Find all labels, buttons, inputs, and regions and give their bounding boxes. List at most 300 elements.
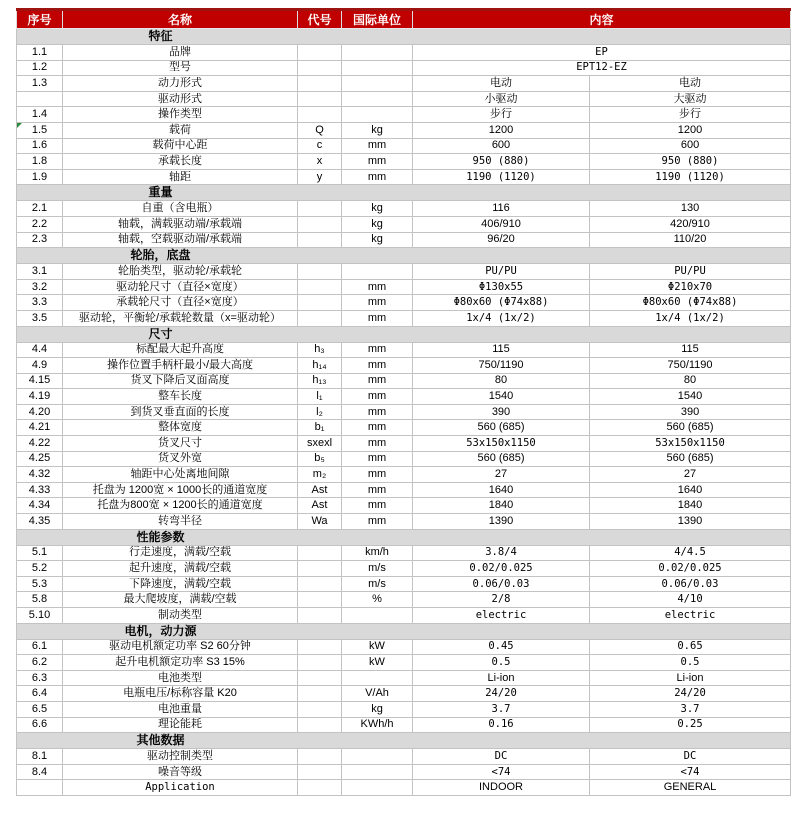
table-row [17, 91, 791, 107]
row-value-1: Φ80x60 (Φ74x88) [413, 295, 590, 311]
row-code [298, 764, 342, 780]
row-code [298, 561, 342, 577]
section-row [17, 529, 791, 545]
row-unit [342, 91, 413, 107]
row-value-1: 600 [413, 138, 590, 154]
row-name: 电瓶电压/标称容量 K20 [63, 686, 298, 702]
row-name: 型号 [63, 60, 298, 76]
row-no: 2.2 [17, 216, 63, 232]
row-value-2: 大驱动 [590, 91, 791, 107]
row-no: 5.10 [17, 608, 63, 624]
row-name: 承载长度 [63, 154, 298, 170]
row-value-2: Φ80x60 (Φ74x88) [590, 295, 791, 311]
row-value-1: 1190 (1120) [413, 169, 590, 185]
row-value-2: 950 (880) [590, 154, 791, 170]
row-unit: mm [342, 514, 413, 530]
row-no: 4.34 [17, 498, 63, 514]
row-no: 1.1 [17, 45, 63, 61]
row-value-2: 3.7 [590, 701, 791, 717]
row-unit: mm [342, 436, 413, 452]
row-no: 4.15 [17, 373, 63, 389]
table-row [17, 122, 791, 138]
row-no: 1.8 [17, 154, 63, 170]
row-unit: mm [342, 169, 413, 185]
row-no: 3.5 [17, 310, 63, 326]
table-row [17, 467, 791, 483]
row-code: Ast [298, 482, 342, 498]
row-unit: kg [342, 232, 413, 248]
table-row [17, 279, 791, 295]
table-row [17, 60, 791, 76]
row-value-1: 1200 [413, 122, 590, 138]
section-title: 其他数据 [136, 733, 185, 748]
row-code [298, 91, 342, 107]
row-name: 托盘为 1200宽 × 1000长的通道宽度 [63, 482, 298, 498]
table-row [17, 76, 791, 92]
row-no: 8.1 [17, 749, 63, 765]
row-unit [342, 76, 413, 92]
row-value-1: 116 [413, 201, 590, 217]
row-unit: mm [342, 482, 413, 498]
row-name: 轮胎类型，驱动轮/承载轮 [63, 264, 298, 280]
row-value-2: 0.25 [590, 717, 791, 733]
row-unit: V/Ah [342, 686, 413, 702]
row-value-2: 步行 [590, 107, 791, 123]
row-value-1: DC [413, 749, 590, 765]
row-value-1: 0.45 [413, 639, 590, 655]
table-row [17, 482, 791, 498]
row-value-2: Φ210x70 [590, 279, 791, 295]
row-no: 6.4 [17, 686, 63, 702]
row-unit: % [342, 592, 413, 608]
row-value-1: 1840 [413, 498, 590, 514]
row-no: 4.35 [17, 514, 63, 530]
section-title: 性能参数 [136, 529, 185, 544]
row-unit: mm [342, 404, 413, 420]
row-name: 轴距 [63, 169, 298, 185]
row-unit: mm [342, 498, 413, 514]
row-value-1: 步行 [413, 107, 590, 123]
row-name: 电池重量 [63, 701, 298, 717]
row-no: 3.2 [17, 279, 63, 295]
table-row [17, 342, 791, 358]
row-value-1: electric [413, 608, 590, 624]
table-row [17, 780, 791, 796]
row-value-1: 1x/4 (1x/2) [413, 310, 590, 326]
row-code: l₁ [298, 389, 342, 405]
row-value-1: 27 [413, 467, 590, 483]
row-code [298, 76, 342, 92]
table-row [17, 576, 791, 592]
section-title: 电机，动力源 [124, 623, 197, 638]
row-code [298, 295, 342, 311]
row-unit: kg [342, 701, 413, 717]
row-code [298, 639, 342, 655]
row-unit [342, 670, 413, 686]
row-name: 驱动控制类型 [63, 749, 298, 765]
row-code [298, 216, 342, 232]
section-cell [17, 326, 791, 342]
row-value-1: 560 (685) [413, 451, 590, 467]
row-unit: mm [342, 295, 413, 311]
row-code [298, 780, 342, 796]
table-row [17, 749, 791, 765]
table-row [17, 404, 791, 420]
row-unit: mm [342, 138, 413, 154]
row-value-2: <74 [590, 764, 791, 780]
row-no: 5.1 [17, 545, 63, 561]
row-no: 3.1 [17, 264, 63, 280]
row-no: 4.20 [17, 404, 63, 420]
row-value-2: 1840 [590, 498, 791, 514]
row-no: 5.2 [17, 561, 63, 577]
row-no: 1.6 [17, 138, 63, 154]
row-value-2: 1200 [590, 122, 791, 138]
table-row [17, 216, 791, 232]
table-row [17, 358, 791, 374]
row-name: 起升电机额定功率 S3 15% [63, 655, 298, 671]
row-unit: mm [342, 467, 413, 483]
table-row [17, 389, 791, 405]
row-value-2: 1190 (1120) [590, 169, 791, 185]
row-unit: mm [342, 279, 413, 295]
header-col-content: 内容 [413, 10, 791, 29]
row-value-2: 1x/4 (1x/2) [590, 310, 791, 326]
row-name: 自重（含电瓶） [63, 201, 298, 217]
table-row [17, 420, 791, 436]
section-cell [17, 185, 791, 201]
table-body [17, 29, 791, 796]
row-name: 承载轮尺寸（直径×宽度） [63, 295, 298, 311]
row-name: 整车长度 [63, 389, 298, 405]
row-no: 1.4 [17, 107, 63, 123]
row-value-2: 390 [590, 404, 791, 420]
row-unit: kg [342, 122, 413, 138]
row-value-2: 0.06/0.03 [590, 576, 791, 592]
row-name: 电池类型 [63, 670, 298, 686]
row-code: b₁ [298, 420, 342, 436]
row-code [298, 592, 342, 608]
row-unit: mm [342, 154, 413, 170]
header-row [17, 10, 791, 29]
table-row [17, 373, 791, 389]
table-row [17, 45, 791, 61]
row-unit [342, 780, 413, 796]
row-code [298, 232, 342, 248]
row-value-2: 0.5 [590, 655, 791, 671]
row-no: 4.22 [17, 436, 63, 452]
section-row [17, 623, 791, 639]
row-value-2: 0.02/0.025 [590, 561, 791, 577]
section-row [17, 326, 791, 342]
row-no: 8.4 [17, 764, 63, 780]
table-row [17, 561, 791, 577]
row-code [298, 670, 342, 686]
section-row [17, 248, 791, 264]
row-no: 4.33 [17, 482, 63, 498]
row-code: m₂ [298, 467, 342, 483]
row-value-1: 406/910 [413, 216, 590, 232]
row-value-1: 560 (685) [413, 420, 590, 436]
row-value-2: 420/910 [590, 216, 791, 232]
table-row [17, 655, 791, 671]
row-value-1: 53x150x1150 [413, 436, 590, 452]
row-value-2: 0.65 [590, 639, 791, 655]
section-title: 尺寸 [148, 326, 173, 341]
header-col-code: 代号 [298, 10, 342, 29]
table-row [17, 295, 791, 311]
row-value-2: 750/1190 [590, 358, 791, 374]
row-no: 4.19 [17, 389, 63, 405]
row-no [17, 780, 63, 796]
row-name: 动力形式 [63, 76, 298, 92]
row-unit [342, 107, 413, 123]
row-name: 品牌 [63, 45, 298, 61]
row-value-2: 4/4.5 [590, 545, 791, 561]
row-name: 操作位置手柄杆最小/最大高度 [63, 358, 298, 374]
row-no: 6.5 [17, 701, 63, 717]
row-name: 驱动轮尺寸（直径×宽度） [63, 279, 298, 295]
row-name: 下降速度，满载/空载 [63, 576, 298, 592]
section-cell [17, 29, 791, 45]
row-name: 货叉下降后叉面高度 [63, 373, 298, 389]
table-row [17, 764, 791, 780]
row-value-2: 4/10 [590, 592, 791, 608]
row-unit: mm [342, 420, 413, 436]
section-cell [17, 529, 791, 545]
row-value-1: 0.02/0.025 [413, 561, 590, 577]
section-row [17, 29, 791, 45]
row-value-2: 1540 [590, 389, 791, 405]
table-row [17, 670, 791, 686]
table-row [17, 545, 791, 561]
row-name: Application [63, 780, 298, 796]
row-name: 货叉尺寸 [63, 436, 298, 452]
row-code: h₁₄ [298, 358, 342, 374]
row-code [298, 655, 342, 671]
row-code [298, 576, 342, 592]
row-value-1: PU/PU [413, 264, 590, 280]
row-code [298, 45, 342, 61]
row-value-2: 80 [590, 373, 791, 389]
table-row [17, 717, 791, 733]
row-value-1: 电动 [413, 76, 590, 92]
row-no: 4.32 [17, 467, 63, 483]
row-code [298, 201, 342, 217]
row-name: 操作类型 [63, 107, 298, 123]
row-no: 6.6 [17, 717, 63, 733]
row-no: 6.1 [17, 639, 63, 655]
row-code [298, 264, 342, 280]
header-col-no: 序号 [17, 10, 63, 29]
row-unit: mm [342, 373, 413, 389]
row-unit [342, 608, 413, 624]
row-no: 2.1 [17, 201, 63, 217]
row-code: x [298, 154, 342, 170]
row-unit: km/h [342, 545, 413, 561]
row-value-1: 3.7 [413, 701, 590, 717]
row-value-2: Li-ion [590, 670, 791, 686]
table-row [17, 264, 791, 280]
row-unit [342, 264, 413, 280]
row-unit [342, 764, 413, 780]
row-name: 噪音等级 [63, 764, 298, 780]
row-name: 制动类型 [63, 608, 298, 624]
table-row [17, 232, 791, 248]
row-name: 载荷 [63, 122, 298, 138]
row-name: 载荷中心距 [63, 138, 298, 154]
row-value-2: 53x150x1150 [590, 436, 791, 452]
row-value-2: 560 (685) [590, 451, 791, 467]
table-row [17, 310, 791, 326]
header-col-unit: 国际单位 [342, 10, 413, 29]
row-value-1: 390 [413, 404, 590, 420]
row-value-1: 1640 [413, 482, 590, 498]
section-title: 轮胎，底盘 [130, 248, 191, 263]
row-value-2: 130 [590, 201, 791, 217]
section-cell [17, 623, 791, 639]
row-value-2: DC [590, 749, 791, 765]
row-name: 到货叉垂直面的长度 [63, 404, 298, 420]
row-value-2: 27 [590, 467, 791, 483]
row-code: Q [298, 122, 342, 138]
row-value-1: 24/20 [413, 686, 590, 702]
row-value-2: 560 (685) [590, 420, 791, 436]
spec-table [16, 8, 791, 796]
row-no: 2.3 [17, 232, 63, 248]
row-code: sxexl [298, 436, 342, 452]
row-value-2: 电动 [590, 76, 791, 92]
row-code: h₁₃ [298, 373, 342, 389]
row-code [298, 701, 342, 717]
section-cell [17, 248, 791, 264]
row-code [298, 608, 342, 624]
row-unit: kg [342, 201, 413, 217]
row-value-1: 115 [413, 342, 590, 358]
row-value-2: GENERAL [590, 780, 791, 796]
table-row [17, 639, 791, 655]
row-code: h₃ [298, 342, 342, 358]
row-code: Wa [298, 514, 342, 530]
header-col-name: 名称 [63, 10, 298, 29]
row-unit: mm [342, 451, 413, 467]
row-unit [342, 45, 413, 61]
row-value-1: 0.16 [413, 717, 590, 733]
row-value-2: 1390 [590, 514, 791, 530]
row-name: 转弯半径 [63, 514, 298, 530]
row-name: 行走速度，满载/空载 [63, 545, 298, 561]
row-unit: mm [342, 358, 413, 374]
row-no: 6.3 [17, 670, 63, 686]
row-value-2: 600 [590, 138, 791, 154]
row-value-2: 24/20 [590, 686, 791, 702]
row-value-2: 110/20 [590, 232, 791, 248]
row-code [298, 310, 342, 326]
row-code: y [298, 169, 342, 185]
row-unit: mm [342, 342, 413, 358]
row-value-1: 1540 [413, 389, 590, 405]
row-no: 4.4 [17, 342, 63, 358]
row-name: 轴距中心处离地间隙 [63, 467, 298, 483]
row-no [17, 91, 63, 107]
row-code [298, 60, 342, 76]
table-row [17, 436, 791, 452]
row-unit [342, 60, 413, 76]
row-value-1: <74 [413, 764, 590, 780]
row-value-1: Φ130x55 [413, 279, 590, 295]
table-row [17, 686, 791, 702]
row-name: 理论能耗 [63, 717, 298, 733]
row-no: 1.9 [17, 169, 63, 185]
row-name: 驱动形式 [63, 91, 298, 107]
table-row [17, 201, 791, 217]
row-no: 3.3 [17, 295, 63, 311]
row-unit [342, 749, 413, 765]
table-row [17, 701, 791, 717]
row-unit: kg [342, 216, 413, 232]
row-code: Ast [298, 498, 342, 514]
row-value: EP [413, 45, 791, 61]
table-row [17, 107, 791, 123]
section-cell [17, 733, 791, 749]
row-name: 驱动电机额定功率 S2 60分钟 [63, 639, 298, 655]
table-row [17, 138, 791, 154]
row-value-1: 2/8 [413, 592, 590, 608]
table-row [17, 498, 791, 514]
row-value-1: 小驱动 [413, 91, 590, 107]
row-value-1: 3.8/4 [413, 545, 590, 561]
row-value-1: INDOOR [413, 780, 590, 796]
cell-flag-triangle-icon [17, 123, 22, 128]
row-code [298, 749, 342, 765]
row-value-1: 0.5 [413, 655, 590, 671]
row-code: c [298, 138, 342, 154]
row-code [298, 545, 342, 561]
row-value-1: 750/1190 [413, 358, 590, 374]
row-value-2: 115 [590, 342, 791, 358]
row-no: 6.2 [17, 655, 63, 671]
row-name: 整体宽度 [63, 420, 298, 436]
section-row [17, 185, 791, 201]
row-value: EPT12-EZ [413, 60, 791, 76]
row-unit: KWh/h [342, 717, 413, 733]
row-name: 最大爬坡度，满载/空载 [63, 592, 298, 608]
row-value-2: electric [590, 608, 791, 624]
row-value-1: 80 [413, 373, 590, 389]
table-row [17, 169, 791, 185]
row-code [298, 107, 342, 123]
row-code [298, 279, 342, 295]
row-unit: m/s [342, 561, 413, 577]
row-no: 4.25 [17, 451, 63, 467]
row-unit: kW [342, 655, 413, 671]
row-value-1: 950 (880) [413, 154, 590, 170]
section-title: 重量 [148, 185, 173, 200]
row-name: 标配最大起升高度 [63, 342, 298, 358]
table-row [17, 608, 791, 624]
row-value-2: PU/PU [590, 264, 791, 280]
row-code [298, 686, 342, 702]
row-name: 托盘为800宽 × 1200长的通道宽度 [63, 498, 298, 514]
row-value-2: 1640 [590, 482, 791, 498]
row-code: l₂ [298, 404, 342, 420]
row-value-1: 96/20 [413, 232, 590, 248]
table-row [17, 592, 791, 608]
row-name: 轴载，满载驱动端/承载端 [63, 216, 298, 232]
row-value-1: 0.06/0.03 [413, 576, 590, 592]
row-no: 4.21 [17, 420, 63, 436]
row-no: 1.3 [17, 76, 63, 92]
